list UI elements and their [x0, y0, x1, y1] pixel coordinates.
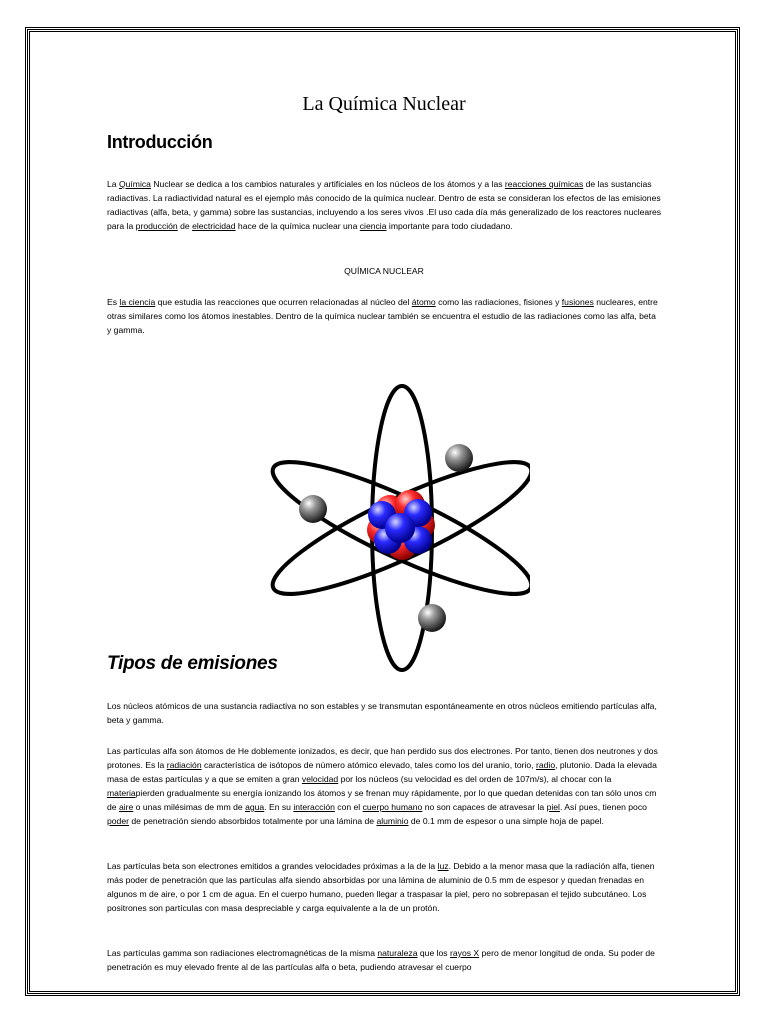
definition-paragraph: Es la ciencia que estudia las reacciones que ocurren relacionadas al núcleo del átomo como las radiaciones, fisiones y fusiones nucleares, entre otras similares como los átomos inestables. Dentro de la química nuclear también se encuentra el estudio de las radiaciones como las alfa, beta y gamma. — [107, 297, 658, 335]
introduction-paragraph: La Química Nuclear se dedica a los cambios naturales y artificiales en los núcleos de los átomos y a las reacciones químicas de las sustancias radiactivas. La radiactividad natural es el ejemplo más conocido de la química nuclear. Dentro de esta se consideran los efectos de las emisiones radiactivas (alfa, beta, y gamma) sobre las sustancias, incluyendo a los seres vivos .El uso cada día más generalizado de los reactores nucleares para la producción de electricidad hace de la química nuclear una ciencia importante para todo ciudadano. — [107, 179, 662, 231]
atom-illustration — [270, 380, 530, 675]
hyperlink[interactable]: radiación — [166, 760, 202, 770]
hyperlink[interactable]: piel — [546, 802, 560, 812]
beta-paragraph: Las partículas beta son electrones emitidos a grandes velocidades próximas a la de la luz. Debido a la menor masa que la radiación alfa, tienen más poder de penetración que las partículas alfa siendo absorbidas por una lámina de aluminio de 0.5 mm de espesor y quedan frenadas en algunos m de aire, o por 1 cm de agua. En el cuerpo humano, pueden llegar a traspasar la piel, pero no sobrepasan el tejido subcutáneo. Los positrones son partículas con masa despreciable y carga equivalente a la de un protón. — [107, 861, 655, 913]
alpha-paragraph: Las partículas alfa son átomos de He doblemente ionizados, es decir, que han perdido sus dos electrones. Por tanto, tienen dos neutrones y dos protones. Es la radiación característica de isótopos de número atómico elevado, tales como los del uranio, torio, radio, plutonio. Dada la elevada masa de estas partículas y a que se emiten a gran velocidad por los núcleos (su velocidad es del orden de 107m/s), al chocar con la materiapierden gradualmente su energía ionizando los átomos y se frenan muy rápidamente, por lo que quedan detenidas con tan sólo unos cm de aire o unas milésimas de mm de agua. En su interacción con el cuerpo humano no son capaces de atravesar la piel. Así pues, tienen poco poder de penetración siendo absorbidos totalmente por una lámina de aluminio de 0.1 mm de espesor o una simple hoja de papel. — [107, 746, 658, 826]
hyperlink[interactable]: producción — [135, 221, 178, 231]
electron — [418, 604, 446, 632]
hyperlink[interactable]: rayos X — [450, 948, 480, 958]
section-label: QUÍMICA NUCLEAR — [344, 266, 424, 276]
hyperlink[interactable]: aluminio — [376, 816, 409, 826]
hyperlink[interactable]: agua — [245, 802, 265, 812]
electron — [299, 495, 327, 523]
hyperlink[interactable]: poder — [107, 816, 129, 826]
introduction-heading: Introducción — [107, 132, 213, 152]
hyperlink[interactable]: luz — [437, 861, 449, 871]
gamma-paragraph: Las partículas gamma son radiaciones electromagnéticas de la misma naturaleza que los rayos X pero de menor longitud de onda. Su poder de penetración es muy elevado frente al de las partículas alfa o beta, pudiendo atravesar el cuerpo — [107, 948, 655, 972]
hyperlink[interactable]: radio — [535, 760, 556, 770]
hyperlink[interactable]: Química — [118, 179, 151, 189]
hyperlink[interactable]: velocidad — [301, 774, 339, 784]
hyperlink[interactable]: átomo — [411, 297, 436, 307]
emissions-intro-paragraph: Los núcleos atómicos de una sustancia radiactiva no son estables y se transmutan espontáneamente en otros núcleos emitiendo partículas alfa, beta y gamma. — [107, 701, 657, 725]
hyperlink[interactable]: aire — [118, 802, 134, 812]
emissions-heading: Tipos de emisiones — [107, 653, 278, 674]
document-title: La Química Nuclear — [302, 93, 466, 115]
hyperlink[interactable]: la ciencia — [119, 297, 156, 307]
electron — [445, 444, 473, 472]
hyperlink[interactable]: interacción — [293, 802, 335, 812]
hyperlink[interactable]: materia — [107, 788, 136, 798]
hyperlink[interactable]: naturaleza — [377, 948, 418, 958]
hyperlink[interactable]: electricidad — [192, 221, 236, 231]
hyperlink[interactable]: ciencia — [359, 221, 387, 231]
hyperlink[interactable]: fusiones — [561, 297, 594, 307]
hyperlink[interactable]: cuerpo humano — [362, 802, 423, 812]
hyperlink[interactable]: reacciones químicas — [504, 179, 584, 189]
